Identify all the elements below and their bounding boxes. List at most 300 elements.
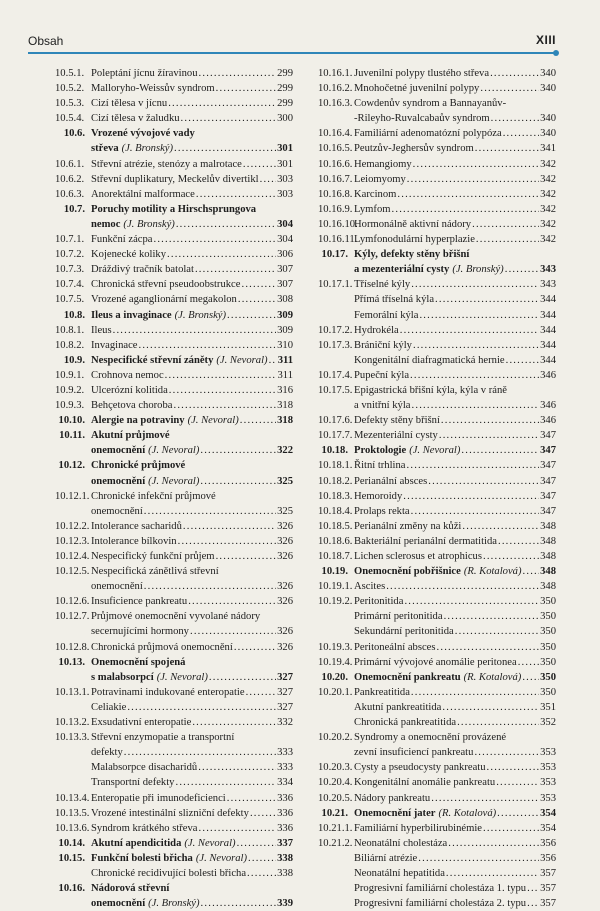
toc-entry-page: 306 xyxy=(277,249,293,261)
toc-entry xyxy=(55,66,293,81)
toc-entry-title: Chronické infekční průjmové xyxy=(91,490,216,502)
toc-entry-page: 327 xyxy=(277,671,293,683)
toc-leader-dots xyxy=(403,489,539,504)
toc-entry-page: 343 xyxy=(540,279,556,291)
toc-entry-page: 356 xyxy=(540,852,556,864)
toc-entry-title: onemocnění xyxy=(91,505,143,517)
toc-entry-number: 10.20. xyxy=(321,671,348,683)
toc-entry-page: 326 xyxy=(277,641,293,653)
toc-entry-title: Poruchy motility a Hirschsprungova xyxy=(91,203,257,215)
toc-entry-title: Neonatální hepatitida xyxy=(354,867,445,879)
toc-entry-author: (J. Nevoral) xyxy=(148,475,200,487)
toc-leader-dots xyxy=(227,791,276,806)
toc-entry-title: Mnohočetné juvenilní polypy xyxy=(354,83,480,95)
toc-entry-number: 10.12.8. xyxy=(55,641,90,653)
toc-entry-page: 333 xyxy=(277,747,293,759)
toc-leader-dots xyxy=(428,474,539,489)
toc-entry-title: Proktologie xyxy=(354,445,407,457)
toc-entry-title: Nádory pankreatu xyxy=(354,792,431,804)
toc-entry xyxy=(318,896,556,911)
toc-entry-page: 342 xyxy=(540,234,556,246)
toc-entry-page: 352 xyxy=(540,717,556,729)
toc-entry-title: Intolerance bílkovin xyxy=(91,535,177,547)
toc-leader-dots xyxy=(461,443,539,458)
toc-entry-author: (J. Bronský) xyxy=(148,898,200,910)
toc-entry-title: Bakteriální perianální dermatitida xyxy=(354,535,497,547)
section-title: Obsah xyxy=(28,34,64,48)
toc-entry-page: 350 xyxy=(540,626,556,638)
toc-entry-number: 10.5.2. xyxy=(55,83,85,95)
toc-entry xyxy=(318,323,556,338)
toc-entry-page: 344 xyxy=(540,294,556,306)
toc-leader-dots xyxy=(153,232,276,247)
toc-entry xyxy=(55,413,293,428)
toc-entry-number: 10.16.7. xyxy=(318,173,353,185)
toc-entry-author: (J. Nevoral) xyxy=(409,445,461,457)
toc-entry-title: Lymfonodulární hyperplazie xyxy=(354,234,475,246)
toc-entry xyxy=(318,519,556,534)
toc-entry xyxy=(55,836,293,851)
toc-entry xyxy=(55,458,293,473)
toc-entry-page: 342 xyxy=(540,218,556,230)
toc-entry-number: 10.16. xyxy=(58,883,85,895)
toc-entry xyxy=(55,187,293,202)
toc-entry xyxy=(318,277,556,292)
toc-entry-page: 318 xyxy=(277,400,293,412)
toc-leader-dots xyxy=(238,292,276,307)
toc-entry-author: (J. Nevoral) xyxy=(156,671,208,683)
toc-entry-title: Chronická průjmová onemocnění xyxy=(91,641,233,653)
toc-entry xyxy=(318,745,556,760)
toc-entry xyxy=(318,217,556,232)
toc-leader-dots xyxy=(168,96,276,111)
toc-leader-dots xyxy=(198,760,276,775)
toc-entry-page: 342 xyxy=(540,188,556,200)
toc-entry-title: Střevní atrézie, stenózy a malrotace xyxy=(91,158,242,170)
toc-entry-page: 309 xyxy=(277,324,293,336)
toc-entry xyxy=(55,866,293,881)
toc-leader-dots xyxy=(412,398,540,413)
toc-leader-dots xyxy=(503,126,539,141)
toc-entry xyxy=(318,474,556,489)
toc-entry-page: 311 xyxy=(277,369,293,381)
toc-entry-number: 10.9.2. xyxy=(55,384,85,396)
toc-entry-author: (R. Kotalová) xyxy=(438,807,497,819)
toc-entry xyxy=(55,670,293,685)
toc-entry-page: 309 xyxy=(277,309,293,321)
toc-entry-number: 10.16.9. xyxy=(318,203,353,215)
toc-entry-author: (R. Kotalová) xyxy=(463,671,522,683)
toc-entry xyxy=(318,775,556,790)
toc-entry-number: 10.17.6. xyxy=(318,415,353,427)
toc-entry-page: 322 xyxy=(277,445,293,457)
toc-entry xyxy=(318,353,556,368)
toc-entry xyxy=(318,232,556,247)
toc-entry xyxy=(318,368,556,383)
toc-entry-number: 10.18.5. xyxy=(318,520,353,532)
toc-leader-dots xyxy=(216,81,276,96)
toc-entry-page: 300 xyxy=(277,113,293,125)
toc-entry-number: 10.18.1. xyxy=(318,460,353,472)
toc-entry-title: Řitní trhlina xyxy=(354,460,406,472)
toc-entry-title: secernujícími hormony xyxy=(91,626,189,638)
toc-entry-page: 304 xyxy=(277,234,293,246)
toc-entry-number: 10.18. xyxy=(321,445,348,457)
toc-entry-number: 10.18.2. xyxy=(318,475,353,487)
toc-entry xyxy=(318,791,556,806)
toc-entry-page: 334 xyxy=(277,777,293,789)
toc-entry-page: 318 xyxy=(277,415,293,427)
toc-entry xyxy=(318,202,556,217)
toc-entry-page: 350 xyxy=(540,596,556,608)
toc-entry-title: Hydrokéla xyxy=(354,324,399,336)
toc-entry-title: Poleptání jícnu žíravinou xyxy=(91,68,198,79)
toc-entry-title: Nespecifické střevní záněty xyxy=(91,354,214,366)
toc-entry-title: Celiakie xyxy=(91,701,127,713)
toc-entry-number: 10.6.3. xyxy=(55,188,85,200)
toc-leader-dots xyxy=(411,277,539,292)
toc-entry-page: 342 xyxy=(540,173,556,185)
toc-entry-page: 333 xyxy=(277,762,293,774)
toc-entry-title: Hormonálně aktivní nádory xyxy=(354,218,472,230)
toc-entry-title: Defekty stěny břišní xyxy=(354,415,440,427)
toc-entry-number: 10.20.5. xyxy=(318,792,353,804)
toc-entry-number: 10.6.1. xyxy=(55,158,85,170)
toc-entry-title: onemocnění xyxy=(91,445,146,457)
toc-entry-number: 10.13.1. xyxy=(55,686,90,698)
toc-entry-number: 10.18.3. xyxy=(318,490,353,502)
toc-entry-number: 10.17.1. xyxy=(318,279,353,291)
toc-entry-page: 307 xyxy=(277,264,293,276)
toc-entry xyxy=(318,187,556,202)
toc-entry xyxy=(55,141,293,156)
toc-entry xyxy=(318,866,556,881)
toc-entry-title: Primární vývojové anomálie peritonea xyxy=(354,656,517,668)
toc-entry xyxy=(55,126,293,141)
toc-entry xyxy=(55,730,293,745)
toc-entry-author: (J. Nevoral) xyxy=(187,415,239,427)
toc-entry-title: Karcinom xyxy=(354,188,397,200)
toc-entry-title: Cysty a pseudocysty pankreatu xyxy=(354,762,486,774)
toc-entry xyxy=(55,881,293,896)
toc-entry-number: 10.16.10. xyxy=(318,218,358,230)
toc-entry-title: Onemocnění spojená xyxy=(91,656,186,668)
toc-entry-number: 10.12.2. xyxy=(55,520,90,532)
toc-entry-page: 336 xyxy=(277,807,293,819)
toc-entry-title: Peritoneální absces xyxy=(354,641,436,653)
toc-entry-title: Chronické průjmové xyxy=(91,460,186,472)
toc-entry-title: Femorální kýla xyxy=(354,309,419,321)
toc-entry-number: 10.7.1. xyxy=(55,234,85,246)
toc-entry-page: 357 xyxy=(540,867,556,879)
toc-entry-title: Hemangiomy xyxy=(354,158,412,170)
toc-entry-page: 342 xyxy=(540,158,556,170)
toc-leader-dots xyxy=(386,579,539,594)
toc-leader-dots xyxy=(190,624,276,639)
toc-entry-number: 10.12. xyxy=(58,460,85,472)
toc-entry xyxy=(318,640,556,655)
toc-entry-title: Cizí tělesa v žaludku xyxy=(91,113,180,125)
toc-entry-page: 339 xyxy=(277,898,293,910)
toc-leader-dots xyxy=(269,353,276,368)
toc-leader-dots xyxy=(505,262,539,277)
toc-entry-title: -Rileyho-Ruvalcabaův syndrom xyxy=(354,113,490,125)
toc-entry xyxy=(55,232,293,247)
toc-entry-page: 327 xyxy=(277,701,293,713)
toc-entry xyxy=(55,700,293,715)
toc-entry-title: Syndrom krátkého střeva xyxy=(91,822,198,834)
toc-leader-dots xyxy=(178,534,276,549)
toc-entry-number: 10.18.7. xyxy=(318,551,353,562)
toc-leader-dots xyxy=(407,458,540,473)
toc-entry-number: 10.19.4. xyxy=(318,656,353,668)
toc-entry-page: 310 xyxy=(277,339,293,351)
toc-entry-page: 299 xyxy=(277,68,293,79)
toc-leader-dots xyxy=(435,292,539,307)
toc-entry-number: 10.5.3. xyxy=(55,98,85,110)
toc-entry-page: 308 xyxy=(277,294,293,306)
toc-leader-dots xyxy=(498,534,539,549)
toc-entry-title: Progresivní familiární cholestáza 1. typu xyxy=(354,883,527,895)
toc-entry xyxy=(318,534,556,549)
toc-leader-dots xyxy=(216,549,276,564)
toc-entry-number: 10.11. xyxy=(59,430,85,442)
toc-entry-number: 10.5.1. xyxy=(55,68,85,79)
toc-leader-dots xyxy=(410,368,539,383)
toc-entry-number: 10.17. xyxy=(321,249,348,261)
toc-entry xyxy=(55,262,293,277)
toc-entry-title: Neonatální cholestáza xyxy=(354,837,448,849)
toc-entry-author: (R. Kotalová) xyxy=(463,566,522,578)
toc-entry-title: Dráždivý tračník batolat xyxy=(91,264,194,276)
toc-entry-title: Malloryho-Weissův syndrom xyxy=(91,83,215,95)
toc-leader-dots xyxy=(487,760,539,775)
toc-entry xyxy=(318,609,556,624)
toc-entry-page: 337 xyxy=(277,837,293,849)
toc-entry-number: 10.20.2. xyxy=(318,732,353,744)
toc-entry-page: 325 xyxy=(277,475,293,487)
toc-entry-title: Hemoroidy xyxy=(354,490,403,502)
toc-leader-dots xyxy=(174,141,276,156)
toc-entry-title: Akutní pankreatitida xyxy=(354,701,442,713)
toc-entry-title: Perianální změny na kůži xyxy=(354,520,462,532)
toc-entry-author: (J. Nevoral) xyxy=(184,837,236,849)
toc-entry-page: 350 xyxy=(540,656,556,668)
toc-entry xyxy=(55,247,293,262)
toc-leader-dots xyxy=(209,670,276,685)
toc-entry-page: 326 xyxy=(277,520,293,532)
toc-entry xyxy=(55,549,293,564)
toc-entry xyxy=(55,489,293,504)
toc-entry xyxy=(55,504,293,519)
toc-entry xyxy=(55,579,293,594)
toc-entry-number: 10.19.1. xyxy=(318,581,353,593)
toc-entry-title: Střevní duplikatury, Meckelův divertikl xyxy=(91,173,259,185)
toc-entry-page: 307 xyxy=(277,279,293,291)
toc-entry xyxy=(55,519,293,534)
toc-entry-number: 10.17.4. xyxy=(318,369,353,381)
toc-leader-dots xyxy=(446,866,539,881)
toc-leader-dots xyxy=(167,247,276,262)
toc-entry-title: Akutní apendicitida xyxy=(91,837,182,849)
toc-entry-number: 10.12.5. xyxy=(55,566,90,578)
toc-entry-author: (J. Bronský) xyxy=(123,218,175,230)
toc-entry xyxy=(318,655,556,670)
toc-entry-page: 350 xyxy=(540,641,556,653)
toc-leader-dots xyxy=(392,202,540,217)
toc-entry-number: 10.12.7. xyxy=(55,611,90,623)
toc-entry-page: 346 xyxy=(540,369,556,381)
toc-entry-number: 10.16.11. xyxy=(318,234,358,246)
toc-entry-page: 347 xyxy=(540,475,556,487)
toc-entry-title: a vnitřní kýla xyxy=(354,400,411,412)
toc-entry-title: Onemocnění pobřišnice xyxy=(354,566,461,578)
toc-entry-page: 326 xyxy=(277,535,293,547)
toc-entry xyxy=(55,655,293,670)
toc-leader-dots xyxy=(250,806,276,821)
toc-entry xyxy=(318,413,556,428)
toc-entry-author: (J. Nevoral) xyxy=(148,445,200,457)
toc-entry-title: Akutní průjmové xyxy=(91,430,170,442)
toc-entry xyxy=(55,534,293,549)
toc-entry-title: Exsudativní enteropatie xyxy=(91,717,192,729)
toc-entry-page: 348 xyxy=(540,535,556,547)
toc-entry-page: 353 xyxy=(540,747,556,759)
toc-entry-title: Chronická pankreatitida xyxy=(354,717,457,729)
toc-leader-dots xyxy=(175,775,276,790)
toc-entry-number: 10.12.6. xyxy=(55,596,90,608)
toc-entry-title: Vrozené vývojové vady xyxy=(91,128,195,140)
toc-entry-title: Chronická střevní pseudoobstrukce xyxy=(91,279,241,291)
toc-entry xyxy=(318,308,556,323)
toc-entry-number: 10.9.3. xyxy=(55,400,85,412)
toc-entry-title: s malabsorpcí xyxy=(91,671,154,683)
toc-entry-page: 326 xyxy=(277,626,293,638)
toc-entry xyxy=(55,564,293,579)
toc-leader-dots xyxy=(165,368,276,383)
toc-entry xyxy=(318,881,556,896)
toc-entry-title: Perianální absces xyxy=(354,475,428,487)
toc-entry-page: 332 xyxy=(277,717,293,729)
toc-entry xyxy=(55,383,293,398)
toc-leader-dots xyxy=(462,519,539,534)
toc-entry xyxy=(55,443,293,458)
toc-entry-title: defekty xyxy=(91,747,123,759)
toc-entry-page: 299 xyxy=(277,83,293,95)
toc-entry xyxy=(318,157,556,172)
toc-entry xyxy=(318,836,556,851)
toc-entry-page: 347 xyxy=(540,445,556,457)
toc-entry xyxy=(318,670,556,685)
toc-entry xyxy=(55,609,293,624)
toc-entry xyxy=(318,262,556,277)
toc-leader-dots xyxy=(400,323,539,338)
toc-entry-page: 338 xyxy=(277,867,293,879)
toc-leader-dots xyxy=(439,428,539,443)
toc-entry-page: 347 xyxy=(540,505,556,517)
toc-entry xyxy=(318,806,556,821)
toc-entry-number: 10.16.5. xyxy=(318,143,353,155)
toc-leader-dots xyxy=(475,141,539,156)
toc-entry-title: Průjmové onemocnění vyvolané nádory xyxy=(91,611,261,623)
toc-entry-number: 10.12.4. xyxy=(55,551,90,562)
toc-entry xyxy=(55,172,293,187)
toc-leader-dots xyxy=(437,640,540,655)
toc-leader-dots xyxy=(442,700,539,715)
toc-entry-title: Biliární atrézie xyxy=(354,852,418,864)
toc-entry-number: 10.16.8. xyxy=(318,188,353,200)
toc-entry-page: 353 xyxy=(540,792,556,804)
toc-entry-title: Peutzův-Jeghersův syndrom xyxy=(354,143,474,155)
toc-leader-dots xyxy=(476,232,539,247)
toc-entry xyxy=(55,157,293,172)
toc-entry-title: Anorektální malformace xyxy=(91,188,195,200)
toc-entry-page: 346 xyxy=(540,400,556,412)
toc-entry-page: 357 xyxy=(540,898,556,910)
toc-entry-number: 10.17.5. xyxy=(318,384,353,396)
toc-entry-page: 343 xyxy=(540,264,556,276)
toc-entry xyxy=(55,474,293,489)
toc-entry-page: 344 xyxy=(540,324,556,336)
toc-entry-number: 10.20.3. xyxy=(318,762,353,774)
toc-entry-title: Funkční zácpa xyxy=(91,234,153,246)
toc-leader-dots xyxy=(144,504,276,519)
toc-entry-title: Nespecifický funkční průjem xyxy=(91,551,215,562)
toc-leader-dots xyxy=(496,775,539,790)
toc-entry-title: Familiární adenomatózní polypóza xyxy=(354,128,502,140)
toc-leader-dots xyxy=(176,217,276,232)
toc-entry-page: 340 xyxy=(540,128,556,140)
toc-leader-dots xyxy=(248,851,276,866)
toc-entry xyxy=(55,775,293,790)
header-rule-dot xyxy=(553,50,559,56)
toc-leader-dots xyxy=(527,881,539,896)
toc-entry xyxy=(318,685,556,700)
toc-entry-title: Mezenteriální cysty xyxy=(354,430,438,442)
toc-entry-page: 344 xyxy=(540,309,556,321)
toc-entry-page: 350 xyxy=(540,686,556,698)
toc-leader-dots xyxy=(200,443,276,458)
toc-entry xyxy=(55,624,293,639)
toc-entry-title: Sekundární peritonitida xyxy=(354,626,454,638)
toc-leader-dots xyxy=(431,791,539,806)
toc-leader-dots xyxy=(480,81,539,96)
toc-entry-page: 344 xyxy=(540,354,556,366)
toc-entry xyxy=(318,66,556,81)
toc-entry-title: Vrozené intestinální slizniční defekty xyxy=(91,807,249,819)
toc-entry xyxy=(55,111,293,126)
toc-entry-page: 347 xyxy=(540,490,556,502)
toc-entry-title: a mezenteriální cysty xyxy=(354,264,450,276)
toc-entry-title: Malabsorpce disacharidů xyxy=(91,762,198,774)
toc-entry xyxy=(55,292,293,307)
toc-entry-title: Ulcerózní kolitida xyxy=(91,384,168,396)
toc-leader-dots xyxy=(127,700,276,715)
toc-leader-dots xyxy=(441,413,539,428)
toc-entry-number: 10.7.4. xyxy=(55,279,85,291)
toc-entry-number: 10.17.2. xyxy=(318,324,353,336)
toc-entry-page: 301 xyxy=(277,158,293,170)
toc-entry xyxy=(55,791,293,806)
header-rule xyxy=(28,52,556,54)
toc-entry-number: 10.19. xyxy=(321,566,348,578)
toc-entry-page: 348 xyxy=(540,551,556,562)
toc-entry xyxy=(55,821,293,836)
toc-entry-number: 10.8.2. xyxy=(55,339,85,351)
toc-leader-dots xyxy=(199,821,276,836)
toc-entry-title: Cizí tělesa v jícnu xyxy=(91,98,168,110)
toc-leader-dots xyxy=(407,172,539,187)
